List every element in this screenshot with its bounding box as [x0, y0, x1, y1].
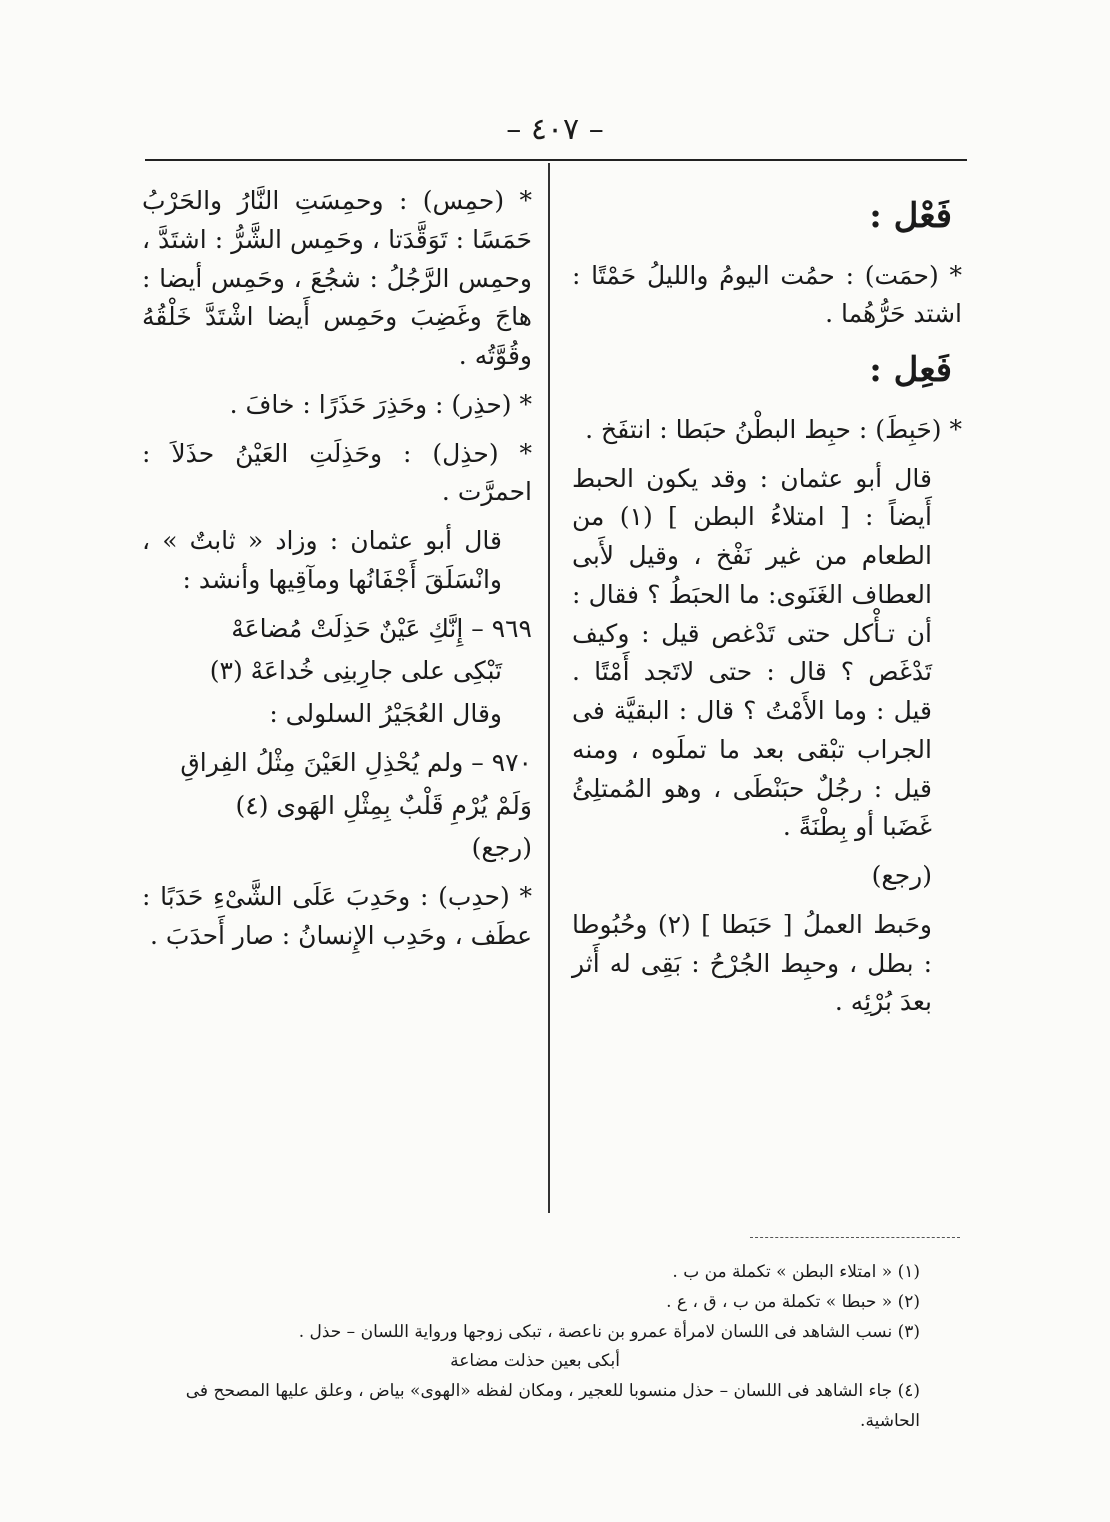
entry-hadhir: * (حذِر) : وحَذِرَ حَذَرًا : خافَ .: [229, 389, 532, 419]
verse-970-line2: وَلَمْ يُرْمِ قَلْبٌ بِمِثْلِ الهَوى (٤): [235, 790, 532, 820]
right-column: [572, 182, 962, 1032]
paragraph-abu-uthman: قال أبو عثمان : وقد يكون الحبط أَيضاً : [ امتلاءُ البطن ] (١) من الطعام من غير نَفْخ ، وقيل لأَبى العطاف الغَنَوى: ما الحبَطُ ؟ فقال : أن تـأْكل حتى تَدْغص قيل : وكيف تَدْغَص ؟ قال : حتى لاتَجد أَمْتًا . قيل : وما الأَمْتُ ؟ قال : البقيَّة فى الجراب تبْقى بعد ما تملَوه ، ومنه قيل : رجُلٌ حبَنْطَى ، وهو المُمتلِئُ غَضَبا أو بِطْنَةً .: [572, 463, 933, 842]
entry-habita: * (حَبِطَ) : حبِط البطْنُ حبَطا : انتفَخ .: [585, 414, 962, 444]
left-column: [142, 182, 532, 966]
footnote-3-quote: أبكى بعين حذلت مضاعة: [450, 1351, 620, 1372]
top-rule: [145, 159, 967, 161]
return-marker: (رجع): [471, 833, 532, 863]
verse-969-line2: تَبْكِى على جارِبنِى خُداعَهْ (٣): [209, 656, 502, 686]
return-marker: (رجع): [871, 861, 932, 891]
footnote-rule: [750, 1237, 960, 1238]
paragraph-thabit: قال أبو عثمان : وزاد « ثابتٌ » ، وانْسَلَقَ أَجْفَانُها ومآقِيها وأنشد :: [142, 526, 502, 594]
column-divider: [548, 163, 550, 1213]
entry-hadhil: * (حذِل) : وحَذِلَتِ العَيْنُ حذَلاَ : احمرَّت .: [142, 438, 532, 507]
verse-969-line1: ٩٦٩ – إِنَّكِ عَيْنٌ حَذِلَتْ مُضاعَهْ: [231, 613, 532, 643]
entry-hadib: * (حدِب) : وحَدِبَ عَلَى الشَّىْءِ حَدَبًا : عطَف ، وحَدِب الإِنسانُ : صار أَحدَبَ .: [142, 882, 532, 950]
page-number: – ٤٠٧ –: [506, 112, 604, 147]
section-heading-faal: فَعْل :: [869, 196, 952, 236]
footnote-1: (١) « امتلاء البطن » تكملة من ب .: [672, 1262, 920, 1282]
paragraph-habita-amal: وحَبط العملُ [ حَبَطا ] (٢) وحُبُوطا : بطل ، وحبِط الجُرْحُ : بَقِى له أَثر بعدَ بُرْئِه .: [572, 909, 932, 1017]
footnote-2: (٢) « حبطا » تكملة من ب ، ق ، ع .: [666, 1291, 920, 1312]
footnote-3: (٣) نسب الشاهد فى اللسان لامرأة عمرو بن ناعصة ، تبكى زوجها ورواية اللسان – حذل .: [298, 1321, 920, 1342]
footnotes: [140, 1258, 920, 1437]
entry-hamis: * (حمِس) : وحمِسَتِ النَّارُ والحَرْبُ حَمَسًا : تَوَقَّدَتا ، وحَمِس الشَّرُّ : اشتَدَّ ، وحمِس الرَّجُلُ : شجُعَ ، وحَمِس أيضا : هاجَ وغَضِبَ وحَمِس أَيضا اشْتَدَّ خَلْقُهُ وقُوَّتُه .: [142, 186, 532, 370]
verse-970-line1: ٩٧٠ – ولم يُحْذِلِ العَيْنَ مِثْلُ الفِراقِ: [180, 747, 532, 777]
section-heading-faiil: فَعِل :: [869, 350, 952, 391]
entry-hamut: * (حمَت) : حمُت اليومُ والليلُ حَمْتًا : اشتد حَرُّهُما .: [572, 260, 962, 329]
footnote-4: (٤) جاء الشاهد فى اللسان – حذل منسوبا للعجير ، ومكان لفظه «الهوى» بياض ، وعلق عليها المصحح فى الحاشية.: [185, 1381, 920, 1431]
paragraph-ujayr: وقال العُجَيْرُ السلولى :: [269, 699, 502, 728]
